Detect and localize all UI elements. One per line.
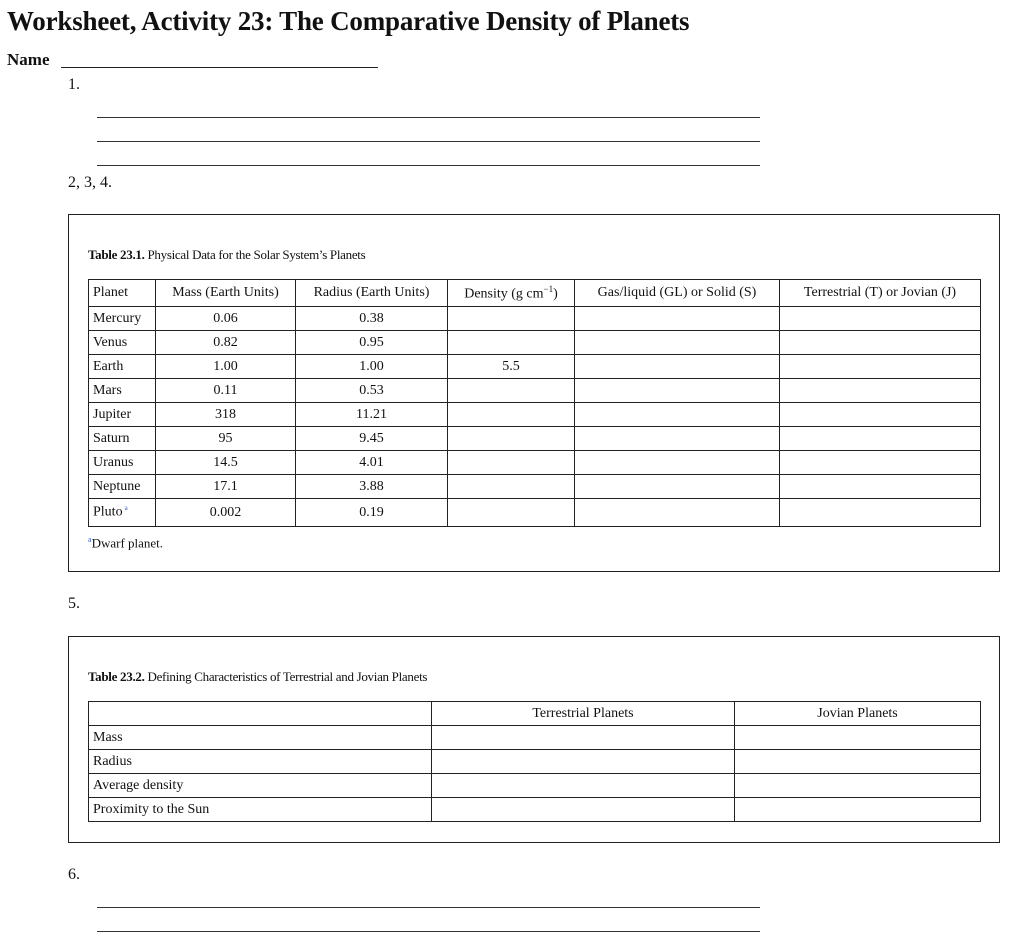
header-jovian: Jovian Planets bbox=[735, 702, 981, 726]
radius-cell: 0.38 bbox=[296, 307, 448, 331]
density-answer-cell[interactable] bbox=[448, 451, 575, 475]
mass-cell: 0.11 bbox=[156, 379, 296, 403]
question-6-answer-line[interactable] bbox=[97, 907, 760, 908]
header-mass: Mass (Earth Units) bbox=[156, 280, 296, 307]
radius-cell: 4.01 bbox=[296, 451, 448, 475]
planet-name-cell: Saturn bbox=[89, 427, 156, 451]
table-row bbox=[89, 379, 981, 403]
table-row bbox=[89, 499, 981, 527]
mass-cell: 14.5 bbox=[156, 451, 296, 475]
table-row bbox=[89, 774, 981, 798]
type-answer-cell[interactable] bbox=[780, 307, 981, 331]
density-answer-cell[interactable]: 5.5 bbox=[448, 355, 575, 379]
planet-name-cell: Uranus bbox=[89, 451, 156, 475]
planet-name-cell: Earth bbox=[89, 355, 156, 379]
question-1-label: 1. bbox=[68, 76, 80, 93]
table-23-2 bbox=[88, 701, 981, 822]
table-row bbox=[89, 355, 981, 379]
type-answer-cell[interactable] bbox=[780, 331, 981, 355]
header-state: Gas/liquid (GL) or Solid (S) bbox=[575, 280, 780, 307]
name-answer-line[interactable] bbox=[61, 67, 378, 68]
table-23-1 bbox=[88, 279, 981, 527]
table-23-2-caption-text: Defining Characteristics of Terrestrial and Jovian Planets bbox=[144, 669, 428, 684]
mass-cell: 17.1 bbox=[156, 475, 296, 499]
state-answer-cell[interactable] bbox=[575, 331, 780, 355]
table-row bbox=[89, 331, 981, 355]
header-terrestrial: Terrestrial Planets bbox=[432, 702, 735, 726]
jovian-answer-cell[interactable] bbox=[735, 726, 981, 750]
density-answer-cell[interactable] bbox=[448, 307, 575, 331]
density-answer-cell[interactable] bbox=[448, 331, 575, 355]
table-header-row bbox=[89, 280, 981, 307]
state-answer-cell[interactable] bbox=[575, 355, 780, 379]
planet-name-cell: Jupiter bbox=[89, 403, 156, 427]
state-answer-cell[interactable] bbox=[575, 403, 780, 427]
table-row bbox=[89, 307, 981, 331]
header-planet: Planet bbox=[89, 280, 156, 307]
state-answer-cell[interactable] bbox=[575, 379, 780, 403]
question-1-answer-line[interactable] bbox=[97, 117, 760, 118]
question-1-answer-line[interactable] bbox=[97, 141, 760, 142]
table-row bbox=[89, 798, 981, 822]
planet-name-cell: Venus bbox=[89, 331, 156, 355]
table-23-1-caption-text: Physical Data for the Solar System’s Planets bbox=[144, 247, 366, 262]
radius-cell: 11.21 bbox=[296, 403, 448, 427]
density-answer-cell[interactable] bbox=[448, 499, 575, 527]
table-row bbox=[89, 427, 981, 451]
jovian-answer-cell[interactable] bbox=[735, 798, 981, 822]
table-23-1-footnote bbox=[88, 535, 163, 551]
table-23-2-caption bbox=[88, 669, 427, 685]
type-answer-cell[interactable] bbox=[780, 427, 981, 451]
table-row bbox=[89, 475, 981, 499]
header-density-text: Density (g cm bbox=[464, 286, 544, 302]
dwarf-planet-note-marker[interactable]: a bbox=[124, 504, 128, 513]
header-type: Terrestrial (T) or Jovian (J) bbox=[780, 280, 981, 307]
terrestrial-answer-cell[interactable] bbox=[432, 726, 735, 750]
characteristic-cell: Radius bbox=[89, 750, 432, 774]
table-23-1-caption-label: Table 23.1. bbox=[88, 247, 145, 262]
mass-cell: 0.82 bbox=[156, 331, 296, 355]
density-answer-cell[interactable] bbox=[448, 427, 575, 451]
type-answer-cell[interactable] bbox=[780, 499, 981, 527]
state-answer-cell[interactable] bbox=[575, 307, 780, 331]
table-header-row bbox=[89, 702, 981, 726]
table-23-2-box bbox=[68, 636, 1000, 843]
question-6-answer-line[interactable] bbox=[97, 931, 760, 932]
type-answer-cell[interactable] bbox=[780, 355, 981, 379]
radius-cell: 0.19 bbox=[296, 499, 448, 527]
planet-name-cell bbox=[89, 499, 156, 527]
table-row bbox=[89, 451, 981, 475]
table-row bbox=[89, 726, 981, 750]
mass-cell: 0.06 bbox=[156, 307, 296, 331]
radius-cell: 1.00 bbox=[296, 355, 448, 379]
characteristic-cell: Mass bbox=[89, 726, 432, 750]
table-23-2-caption-label: Table 23.2. bbox=[88, 669, 145, 684]
density-answer-cell[interactable] bbox=[448, 379, 575, 403]
planet-name-cell: Neptune bbox=[89, 475, 156, 499]
mass-cell: 318 bbox=[156, 403, 296, 427]
header-density: Density (g $cm^{-1}$) bbox=[448, 280, 575, 307]
question-6-label: 6. bbox=[68, 866, 80, 883]
planet-name-cell: Mars bbox=[89, 379, 156, 403]
question-5-label: 5. bbox=[68, 595, 80, 612]
question-1-answer-line[interactable] bbox=[97, 165, 760, 166]
type-answer-cell[interactable] bbox=[780, 451, 981, 475]
planet-name-text: Pluto bbox=[93, 504, 123, 520]
jovian-answer-cell[interactable] bbox=[735, 774, 981, 798]
question-2-3-4-label: 2, 3, 4. bbox=[68, 174, 112, 191]
type-answer-cell[interactable] bbox=[780, 475, 981, 499]
mass-cell: 1.00 bbox=[156, 355, 296, 379]
mass-cell: 95 bbox=[156, 427, 296, 451]
table-23-1-box bbox=[68, 214, 1000, 572]
table-row bbox=[89, 403, 981, 427]
jovian-answer-cell[interactable] bbox=[735, 750, 981, 774]
state-answer-cell[interactable] bbox=[575, 451, 780, 475]
table-23-1-caption bbox=[88, 247, 365, 263]
header-empty bbox=[89, 702, 432, 726]
table-row bbox=[89, 750, 981, 774]
terrestrial-answer-cell[interactable] bbox=[432, 774, 735, 798]
state-answer-cell[interactable] bbox=[575, 427, 780, 451]
state-answer-cell[interactable] bbox=[575, 499, 780, 527]
characteristic-cell: Proximity to the Sun bbox=[89, 798, 432, 822]
characteristic-cell: Average density bbox=[89, 774, 432, 798]
planet-name-cell: Mercury bbox=[89, 307, 156, 331]
radius-cell: 0.53 bbox=[296, 379, 448, 403]
density-answer-cell[interactable] bbox=[448, 475, 575, 499]
mass-cell: 0.002 bbox=[156, 499, 296, 527]
radius-cell: 0.95 bbox=[296, 331, 448, 355]
terrestrial-answer-cell[interactable] bbox=[432, 750, 735, 774]
state-answer-cell[interactable] bbox=[575, 475, 780, 499]
density-answer-cell[interactable] bbox=[448, 403, 575, 427]
type-answer-cell[interactable] bbox=[780, 403, 981, 427]
name-label: Name bbox=[7, 50, 50, 69]
radius-cell: 9.45 bbox=[296, 427, 448, 451]
worksheet-title: Worksheet, Activity 23: The Comparative Density of Planets bbox=[7, 6, 690, 36]
footnote-text: Dwarf planet. bbox=[91, 535, 164, 551]
header-radius: Radius (Earth Units) bbox=[296, 280, 448, 307]
terrestrial-answer-cell[interactable] bbox=[432, 798, 735, 822]
type-answer-cell[interactable] bbox=[780, 379, 981, 403]
footnote-marker: a bbox=[88, 535, 92, 544]
radius-cell: 3.88 bbox=[296, 475, 448, 499]
header-density-exponent: −1 bbox=[543, 283, 554, 294]
